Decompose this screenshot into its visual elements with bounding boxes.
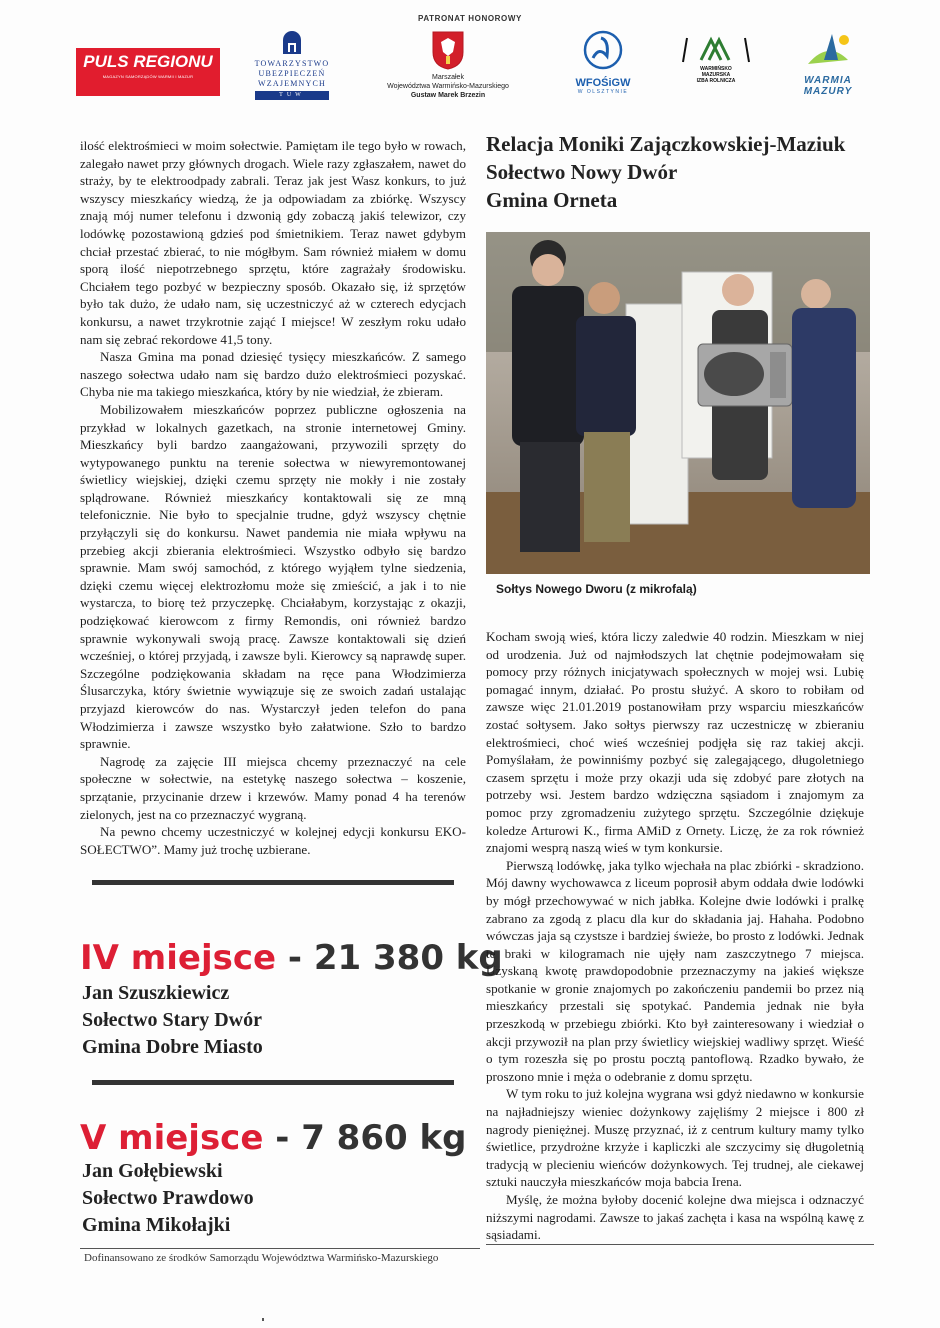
coat-of-arms-icon bbox=[431, 30, 465, 70]
page-mark bbox=[262, 1318, 264, 1321]
place-4-heading: IV miejsce - 21 380 kg bbox=[80, 938, 503, 978]
paragraph: Nagrodę za zajęcie III miejsca chcemy przeznaczyć na cele społeczne w sołectwie, na estetykę naszego sołectwa – koszenie, sprzątanie, przycinanie drzew i krzewów. Mamy ponad 4 ha terenów zielonych, jest na co przeznaczyć wygraną. bbox=[80, 753, 466, 822]
puls-regionu-logo: PULS REGIONU MAGAZYN SAMORZĄDÓW WARMII I MAZUR bbox=[76, 48, 220, 96]
left-article-column bbox=[80, 137, 466, 858]
right-article-column bbox=[486, 628, 864, 1244]
warmia-mazury-logo: WARMIA MAZURY bbox=[784, 30, 872, 97]
divider bbox=[80, 1248, 480, 1249]
tuw-logo: TOWARZYSTWO UBEZPIECZEŃ WZAJEMNYCH TUW bbox=[250, 30, 334, 100]
place-5-heading: V miejsce - 7 860 kg bbox=[80, 1118, 467, 1158]
swan-emblem-icon bbox=[579, 30, 627, 70]
divider bbox=[92, 1080, 454, 1085]
tuw-emblem-icon bbox=[279, 30, 305, 56]
paragraph: ilość elektrośmieci w moim sołectwie. Pamiętam ile tego było w rowach, zalegało nawet przy głównych drogach. Wiele razy zgłaszałem, nawet do straży, by te elektroodpady zabrali. Teraz jak jest Wasz konkurs, to już wszyscy mieszkańcy wiedzą, że ja odpowiadam za zbiórkę. Wszyscy znają mój numer telefonu i dzwonią gdy zobaczą jakiś telewizor, czy lodówkę pozostawioną gdzieś pod śmietnikiem. Teraz nawet gdybym chciał przestać zbierać, to nie mógłbym. Sam również miałem w domu sporą ilość niepotrzebnego sprzętu, które zagrażały środowisku. Chciałem tego pozbyć w bezpieczny sposób. Okazało się, iż sprzętów było tak dużo, że udało nam, się uczestniczyć aż w czterech edycjach konkursu, a nawet trzykrotnie zająć I miejsce! W zeszłym roku udało nam się zebrać rekordowe 41,5 tony. bbox=[80, 138, 466, 347]
place-4-winner: Jan Szuszkiewicz Sołectwo Stary Dwór Gmina Dobre Miasto bbox=[82, 982, 263, 1058]
sail-emblem-icon bbox=[798, 30, 858, 70]
patronat-label: PATRONAT HONOROWY bbox=[418, 14, 522, 23]
footer-note: Dofinansowano ze środków Samorządu Województwa Warmińsko-Mazurskiego bbox=[84, 1252, 439, 1264]
photo-caption: Sołtys Nowego Dworu (z mikrofalą) bbox=[496, 582, 697, 596]
field-emblem-icon bbox=[681, 34, 751, 64]
paragraph: Myślę, że można byłoby docenić kolejne dwa miejsca i odznaczyć niższymi nagrodami. Zawsze to jakaś zachęta i kasa na wspólną kawę z sąsiadami. bbox=[486, 1192, 864, 1243]
group-photo bbox=[486, 232, 870, 574]
relacja-title: Relacja Moniki Zajączkowskiej-Maziuk Sołectwo Nowy Dwór Gmina Orneta bbox=[486, 132, 846, 212]
marszalek-logo: Marszałek Województwa Warmińsko-Mazurskiego Gustaw Marek Brzezin bbox=[358, 30, 538, 100]
paragraph: Pierwszą lodówkę, jaka tylko wjechała na plac zbiórki - skradziono. Mój dawny wychowawca z liceum poprosił abym oddała dwie lodówki by mógł przechowywać w nich jabłka. Kolejne dwie lodówki i pralkę zabrano za zgodą z placu dla kur do składania jaj. Hahaha. Podobno wówczas jaja są czystsze i bardziej świeże, bo prosto z lodówki. Jednak te braki w kilogramach nie ujęły nam zaszczytnego 7 miejsca. Uzyskaną kwotę prawdopodobnie przeznaczymy na jakieś większe spotkanie w gronie znajomych po zakończeniu pandemii bo przez nią mieszkańcy przestali się spotykać. Pandemia jednak nie była przeszkodą w przebiegu zbiórki. Kto był zainteresowany i wiedział o akcji przywoził na plan przy świetlicy wiejskiej wadliwy sprzęt. Wieść o tym rozeszła się po prostu pocztą pantoflową. Rzadko bywało, że proszono mnie i męża o odebranie z domu sprzętu. bbox=[486, 857, 864, 1084]
divider bbox=[92, 880, 454, 885]
sponsor-logos bbox=[60, 30, 880, 112]
izba-rolnicza-logo: WARMIŃSKO MAZURSKA IZBA ROLNICZA bbox=[678, 34, 754, 84]
paragraph: Mobilizowałem mieszkańców poprzez publiczne ogłoszenia na przykład w lokalnych gazetkach, na stronie internetowej Gminy. Mieszkańcy byli bardzo zaangażowani, przywozili sprzęty do wytypowanego punktu na terenie sołectwa w niewyremontowanej świetlicy wiejskiej, dzięki czemu sprzęty nie mokły i nie zostały splądrowane. Również mieszkańcy kontaktowali się ze mną telefonicznie. Nie było to specjalnie trudne, gdyż wszyscy chętnie przyłączyli się do konkursu. Nawet pandemia nie miała wpływu na przebieg akcji zbierania elektrośmieci. Wszystko odbyło się bardzo sprawnie. Mam swój samochód, z którego wyjąłem tylne siedzenia, dzięki czemu więcej elektrozłomu może się zmieścić, a jak i to nie wystarcza, to biorę też przyczepkę. Chciałabym, korzystając z okazji, podziękować kierowcom z firmy Remondis, oni również bardzo sprawnie wykonywali swoją pracę. Zawsze kontaktowali się dzień wcześniej, o której przyjadą, i zawsze byli. Kierowcy są naprawdę super. Szczególne podziękowania składam na ręce pana Włodzimierza Ślusarczyka, który świetnie wywiązuje się ze swoich zadań ustalając przyjazd kierowców do nas. Wystarczył jeden telefon do pana Włodzimierza i zawsze wszystko było załatwione. Szło to bardzo sprawnie. bbox=[80, 401, 466, 752]
paragraph: Nasza Gmina ma ponad dziesięć tysięcy mieszkańców. Z samego naszego sołectwa udało nam się bardzo dużo elektrośmieci pozyskać. Chyba nie ma takiego mieszkańca, który by nie wiedział, że zbieram. bbox=[80, 349, 466, 400]
divider bbox=[486, 1244, 874, 1245]
paragraph: W tym roku to już kolejna wygrana wsi gdyż niedawno w konkursie na najładniejszy wieniec dożynkowy zajęliśmy 2 miejsce i 800 zł nagrody pieniężnej. Muszę przyznać, iż z centrum kultury mamy tylko świetlice, przydrożne krzyże i kapliczki ale szczycimy się długoletnią tradycją w plecieniu wieńców dożynkowych. Tej trudnej, ale ciekawej sztuki nauczyła mieszkańców moja babcia Irena. bbox=[486, 1086, 864, 1190]
place-5-winner: Jan Gołębiewski Sołectwo Prawdowo Gmina Mikołajki bbox=[82, 1160, 254, 1236]
paragraph: Kocham swoją wieś, która liczy zaledwie 40 rodzin. Mieszkam w niej od urodzenia. Już od najmłodszych lat chętnie podejmowałam się pomocy przy różnych inicjatywach społecznych w mojej wsi. Lubię pomagać innym, działać. Po prostu służyć. A skoro to robiłam od zawsze więc 21.01.2019 postanowiłam przy wsparciu mieszkańców zostać sołtysem. Jako sołtys pierwszy raz uczestniczę w zbieraniu elektrośmieci, choć wieś wcześniej podjęła się raz takiej akcji. Pomyślałam, że powinniśmy pozbyć się zalegającego, długoletniego czasem sprzętu i może przy okazji uda się zdobyć pare złotych na potrzeby wsi. Jestem bardzo wdzięczna sąsiadom i znajomym za pomoc przy zgromadzeniu zużytego sprzętu. Szczególnie dziękuje koledze Arturowi K., firma AMiD z Ornety. Liczę, że za rok również znajomi wesprą naszą wieś w tym konkursie. bbox=[486, 629, 864, 856]
wfosigw-logo: WFOŚiGW W OLSZTYNIE bbox=[570, 30, 636, 95]
paragraph: Na pewno chcemy uczestniczyć w kolejnej edycji konkursu EKO-SOŁECTWO”. Mamy już trochę uzbierane. bbox=[80, 824, 466, 857]
